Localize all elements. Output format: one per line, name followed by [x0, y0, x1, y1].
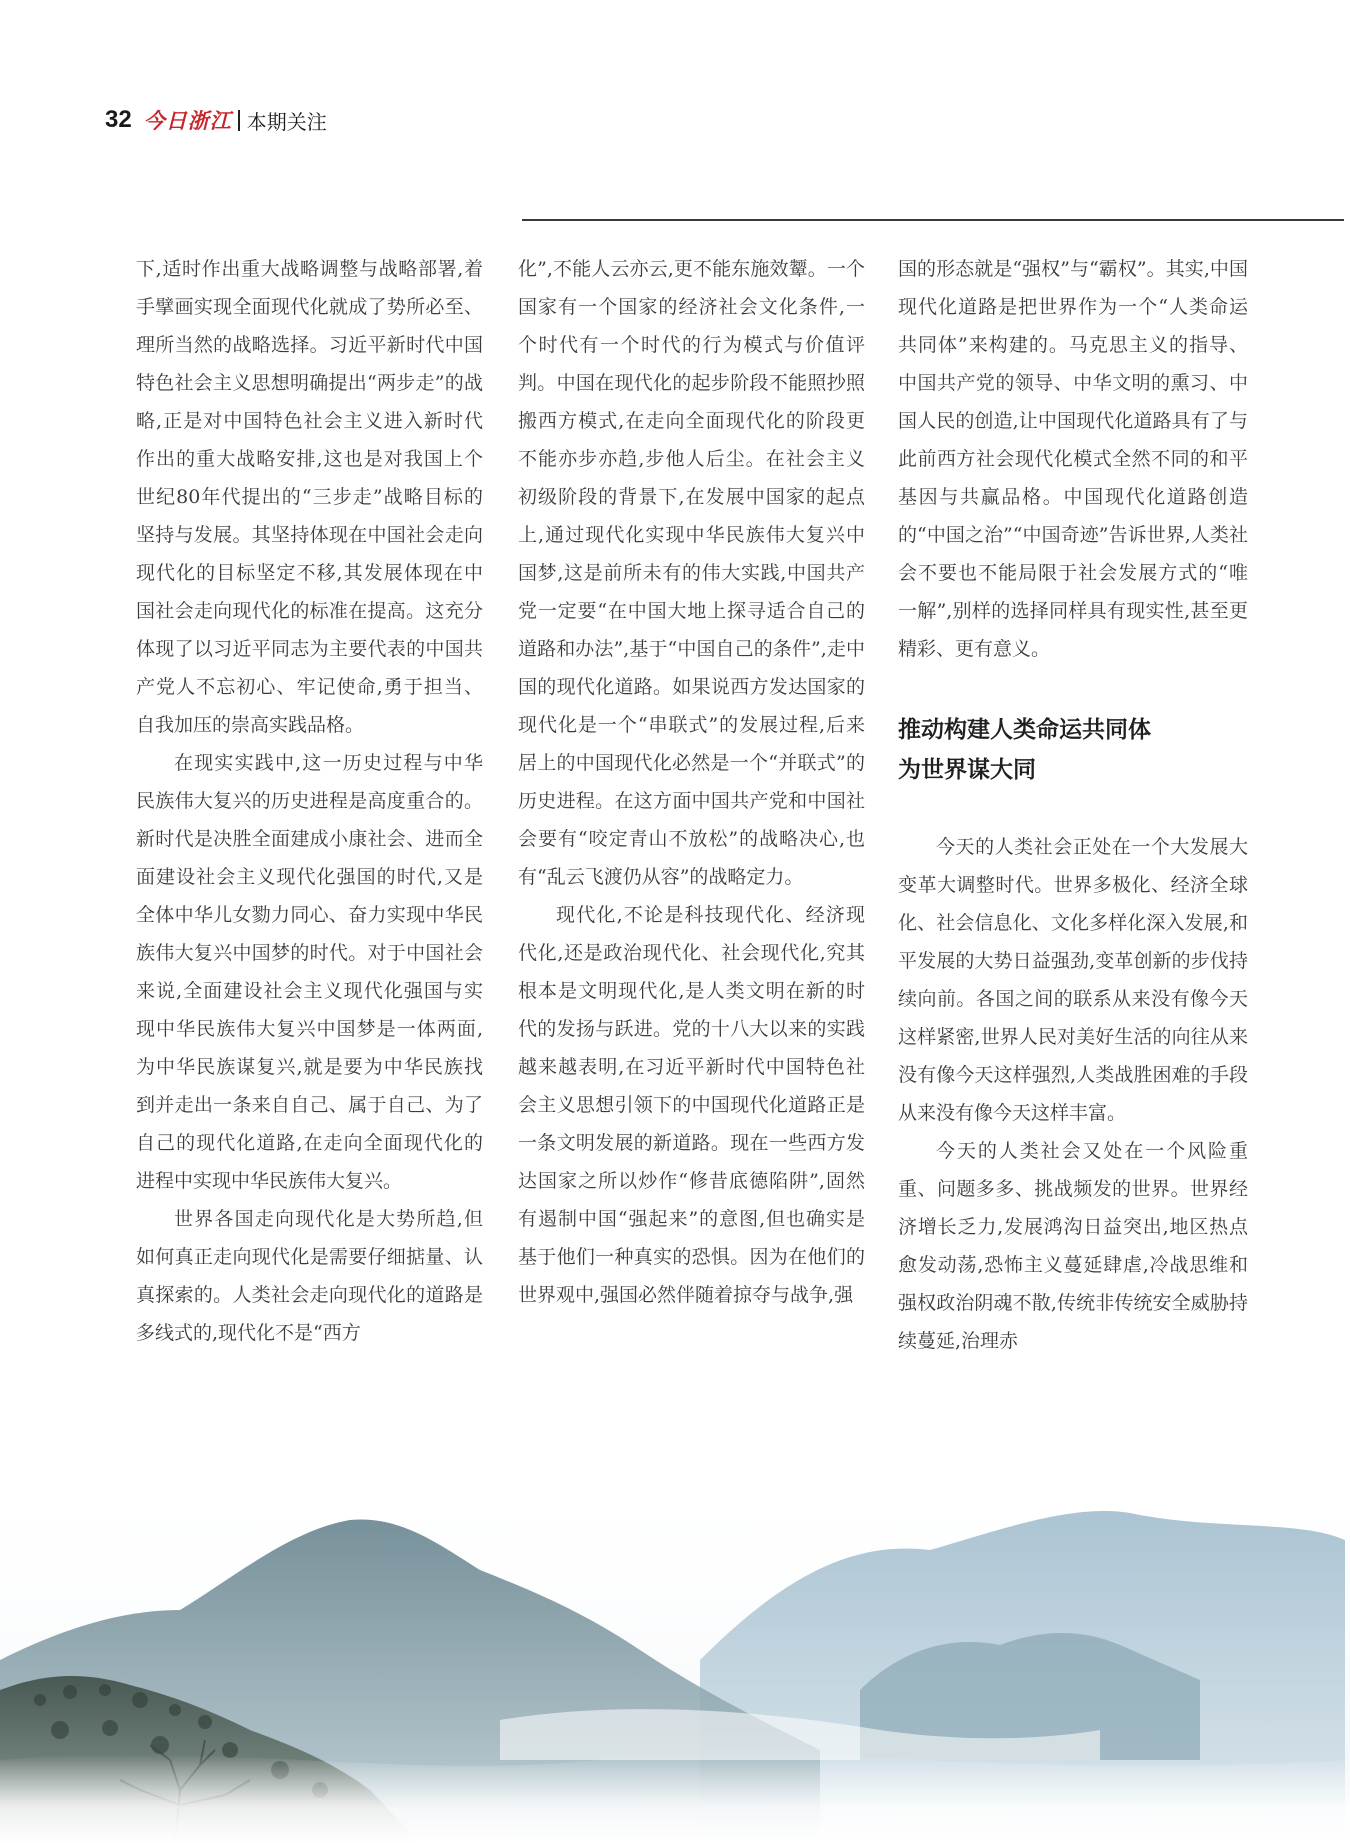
paragraph: 现代化,不论是科技现代化、经济现代化,还是政治现代化、社会现代化,究其根本是文明现代化,是人类文明在新的时代的发扬与跃进。党的十八大以来的实践越来越表明,在习近平新时代中国特色社会主义思想引领下的中国现代化道路正是一条文明发展的新道路。现在一些西方发达国家之所以炒作“修昔底德陷阱”,固然有遏制中国“强起来”的意图,但也确实是基于他们一种真实的恐惧。因为在他们的世界观中,强国必然伴随着掠夺与战争,强: [518, 904, 865, 1306]
mist-band: [0, 1754, 1350, 1843]
text-column-3: [898, 250, 1248, 1360]
header-separator: [238, 110, 240, 131]
section-label: 本期关注: [246, 109, 327, 134]
brand-logo: 今日浙江: [143, 108, 232, 133]
section-heading-line: 推动构建人类命运共同体: [898, 717, 1151, 743]
paragraph: 今天的人类社会正处在一个大发展大变革大调整时代。世界多极化、经济全球化、社会信息化、文化多样化深入发展,和平发展的大势日益强劲,变革创新的步伐持续向前。各国之间的联系从来没有像今天这样紧密,世界人民对美好生活的向往从来没有像今天这样强烈,人类战胜困难的手段从来没有像今天这样丰富。: [898, 836, 1248, 1124]
paragraph: 下,适时作出重大战略调整与战略部署,着手擘画实现全面现代化就成了势所必至、理所当然的战略选择。习近平新时代中国特色社会主义思想明确提出“两步走”的战略,正是对中国特色社会主义进入新时代作出的重大战略安排,这也是对我国上个世纪80年代提出的“三步走”战略目标的坚持与发展。其坚持体现在中国社会走向现代化的目标坚定不移,其发展体现在中国社会走向现代化的标准在提高。这充分体现了以习近平同志为主要代表的中国共产党人不忘初心、牢记使命,勇于担当、自我加压的崇高实践品格。: [136, 258, 483, 736]
paragraph: 在现实实践中,这一历史过程与中华民族伟大复兴的历史进程是高度重合的。新时代是决胜全面建成小康社会、进而全面建设社会主义现代化强国的时代,又是全体中华儿女勠力同心、奋力实现中华民族伟大复兴中国梦的时代。对于中国社会来说,全面建设社会主义现代化强国与实现中华民族伟大复兴中国梦是一体两面,为中华民族谋复兴,就是要为中华民族找到并走出一条来自自己、属于自己、为了自己的现代化道路,在走向全面现代化的进程中实现中华民族伟大复兴。: [136, 752, 483, 1192]
paragraph: 今天的人类社会又处在一个风险重重、问题多多、挑战频发的世界。世界经济增长乏力,发展鸿沟日益突出,地区热点愈发动荡,恐怖主义蔓延肆虐,冷战思维和强权政治阴魂不散,传统非传统安全威胁持续蔓延,治理赤: [898, 1140, 1248, 1352]
page-number: 32: [105, 106, 132, 133]
paragraph: 化”,不能人云亦云,更不能东施效颦。一个国家有一个国家的经济社会文化条件,一个时代有一个时代的行为模式与价值评判。中国在现代化的起步阶段不能照抄照搬西方模式,在走向全面现代化的阶段更不能亦步亦趋,步他人后尘。在社会主义初级阶段的背景下,在发展中国家的起点上,通过现代化实现中华民族伟大复兴中国梦,这是前所未有的伟大实践,中国共产党一定要“在中国大地上探寻适合自己的道路和办法”,基于“中国自己的条件”,走中国的现代化道路。如果说西方发达国家的现代化是一个“串联式”的发展过程,后来居上的中国现代化必然是一个“并联式”的历史进程。在这方面中国共产党和中国社会要有“咬定青山不放松”的战略决心,也有“乱云飞渡仍从容”的战略定力。: [518, 258, 865, 888]
paragraph: 世界各国走向现代化是大势所趋,但如何真正走向现代化是需要仔细掂量、认真探索的。人类社会走向现代化的道路是多线式的,现代化不是“西方: [136, 1208, 483, 1344]
page-header: [105, 100, 327, 140]
text-column-1: [136, 250, 483, 1352]
ink-wash-mountain-landscape-icon: [0, 1460, 1350, 1843]
section-heading-line: 为世界谋大同: [898, 757, 1036, 783]
section-heading: [898, 710, 1248, 790]
paragraph: 国的形态就是“强权”与“霸权”。其实,中国现代化道路是把世界作为一个“人类命运共同体”来构建的。马克思主义的指导、中国共产党的领导、中华文明的熏习、中国人民的创造,让中国现代化道路具有了与此前西方社会现代化模式全然不同的和平基因与共赢品格。中国现代化道路创造的“中国之治”“中国奇迹”告诉世界,人类社会不要也不能局限于社会发展方式的“唯一解”,别样的选择同样具有现实性,甚至更精彩、更有意义。: [898, 258, 1248, 660]
top-rule: [522, 219, 1344, 221]
text-column-2: [518, 250, 865, 1314]
